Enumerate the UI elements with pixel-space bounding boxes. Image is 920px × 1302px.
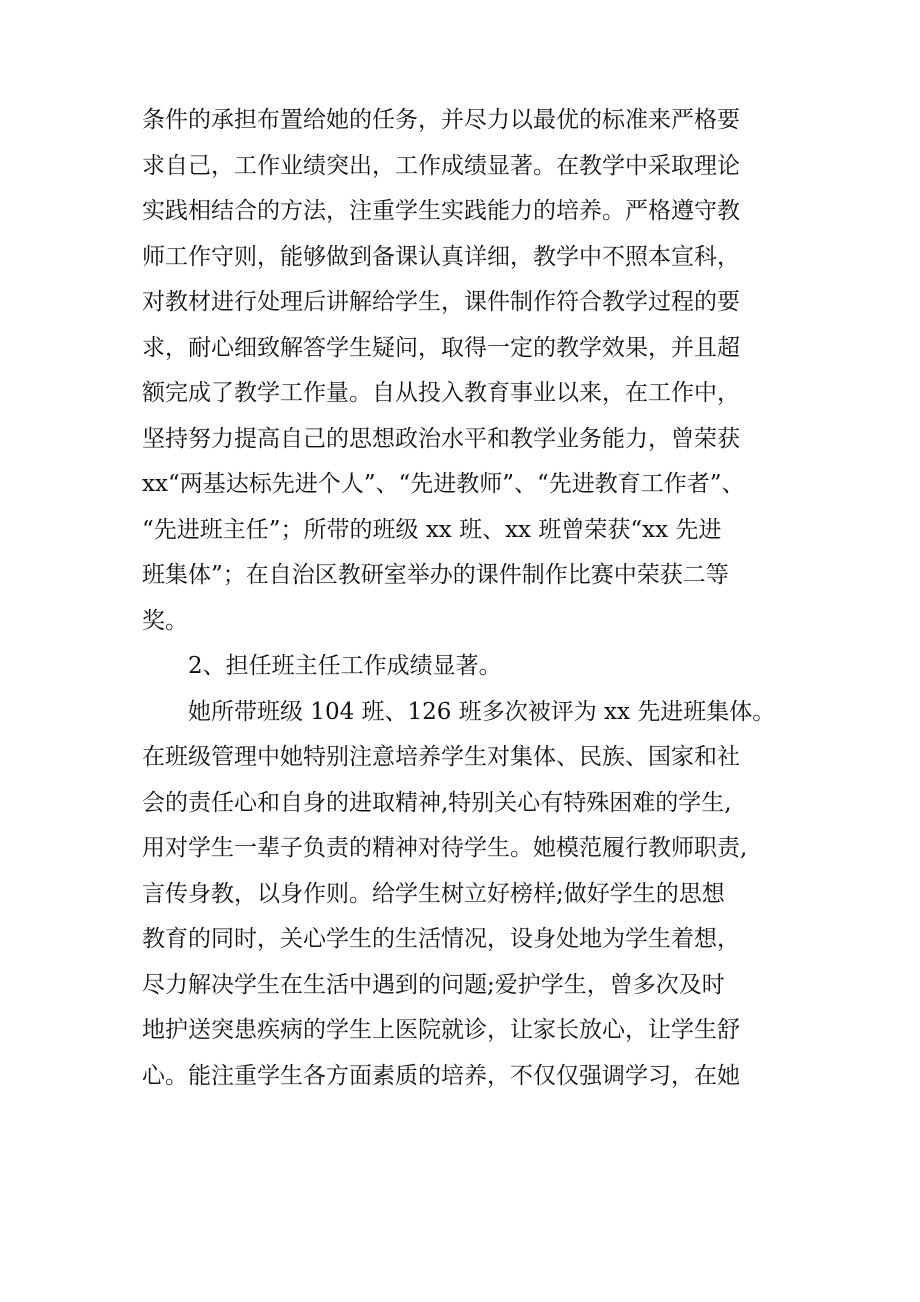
text-line: 对教材进行处理后讲解给学生，课件制作符合教学过程的要: [142, 289, 740, 315]
text-line: 地护送突患疾病的学生上医院就诊，让家长放心，让学生舒: [142, 1017, 740, 1043]
text-line: 尽力解决学生在生活中遇到的问题;爱护学生，曾多次及时: [142, 971, 725, 998]
text-line: 用对学生一辈子负责的精神对待学生。她模范履行教师职责,: [142, 835, 748, 861]
text-line: 教育的同时，关心学生的生活情况，设身处地为学生着想，: [142, 926, 740, 952]
text-line: 班集体”；在自治区教研室举办的课件制作比赛中荣获二等: [142, 562, 729, 588]
text-line: 在班级管理中她特别注意培养学生对集体、民族、国家和社: [142, 744, 740, 770]
text-line: 坚持努力提高自己的思想政治水平和教学业务能力，曾荣获: [142, 425, 740, 452]
text-line: 条件的承担布置给她的任务，并尽力以最优的标准来严格要: [142, 107, 740, 133]
section-heading: 2、担任班主任工作成绩显著。: [188, 653, 502, 679]
text-line: xx“两基达标先进个人”、“先进教师”、“先进教育工作者”、: [142, 471, 745, 497]
text-line: 师工作守则，能够做到备课认真详细，教学中不照本宣科，: [142, 243, 740, 270]
text-line: 奖。: [142, 607, 188, 634]
text-line: 求自己，工作业绩突出，工作成绩显著。在教学中采取理论: [142, 152, 740, 179]
text-line: 求，耐心细致解答学生疑问，取得一定的教学效果，并且超: [142, 334, 740, 361]
text-line: 心。能注重学生各方面素质的培养，不仅仅强调学习，在她: [142, 1062, 740, 1089]
paragraph-first-line: 她所带班级 104 班、126 班多次被评为 xx 先进班集体。: [188, 698, 776, 725]
text-line: 会的责任心和自身的进取精神,特别关心有特殊困难的学生,: [142, 789, 732, 816]
text-line: 实践相结合的方法，注重学生实践能力的培养。严格遵守教: [142, 198, 740, 224]
text-line: 言传身教，以身作则。给学生树立好榜样;做好学生的思想: [142, 880, 725, 907]
document-body: [142, 98, 782, 1099]
text-line: 额完成了教学工作量。自从投入教育事业以来，在工作中，: [142, 380, 740, 406]
text-line: “先进班主任”；所带的班级 xx 班、xx 班曾荣获“xx 先进: [142, 516, 722, 543]
